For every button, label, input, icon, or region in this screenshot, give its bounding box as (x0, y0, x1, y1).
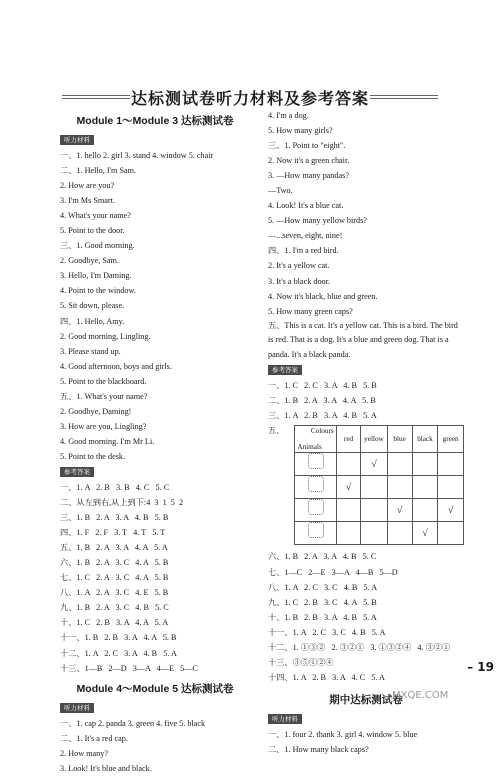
animal-cell (295, 453, 336, 476)
animal-picture-icon (308, 499, 324, 515)
col-header-green: green (438, 426, 464, 453)
table-row (295, 499, 464, 522)
table-corner-cell (295, 426, 336, 453)
text-line: 十四、1. A 2. B 3. A 4. C 5. A (268, 672, 385, 682)
header-animals: Animals (297, 443, 322, 452)
text-line: 二、从左到右,从上到下:4 3 1 5 2 (60, 498, 184, 508)
answers-list-3 (268, 549, 464, 684)
table-header-row (295, 426, 464, 453)
check-cell (412, 453, 438, 476)
check-cell: √ (361, 453, 387, 476)
check-cell (361, 499, 387, 522)
text-line: 一、1. hello 2. girl 3. stand 4. window 5. chair (60, 151, 214, 160)
text-line: 八、1. A 2. A 3. C 4. E 5. B (60, 588, 169, 598)
animal-cell (295, 476, 336, 499)
section-title-module1-3: Module 1～Module 3 达标测试卷 (76, 115, 234, 127)
check-cell: √ (438, 499, 464, 522)
check-cell (387, 476, 412, 499)
check-cell (361, 522, 387, 545)
animal-cell (295, 522, 336, 545)
answers-tag-2: 参考答案 (268, 365, 302, 375)
text-line: 十二、1. A 2. C 3. A 4. B 5. A (60, 648, 177, 658)
text-line: 4. Good afternoon, boys and girls. (60, 361, 172, 371)
text-line: 2. Goodbye, Sam. (60, 256, 119, 266)
watermark: MXQE.COM (392, 690, 449, 701)
text-line: 2. Goodbye, Daming! (60, 406, 132, 416)
title-rule-right (370, 95, 438, 99)
col-header-yellow: yellow (361, 426, 387, 453)
text-line: 5. Point to the blackboard. (60, 376, 147, 386)
table-row (295, 522, 464, 545)
check-cell (387, 522, 412, 545)
text-line: 5. Point to the door. (60, 226, 125, 236)
text-line: 3. —How many pandas? (268, 171, 349, 181)
text-line: 六、1. B 2. A 3. C 4. A 5. B (60, 558, 169, 568)
text-line: 4. What's your name? (60, 211, 131, 221)
check-cell (438, 453, 464, 476)
text-line: —Two. (268, 186, 293, 196)
table-body (295, 453, 464, 545)
check-cell (336, 453, 361, 476)
check-cell (438, 522, 464, 545)
listening-paragraph-5: 五、This is a cat. It's a yellow cat. This is a bird. The bird is red. That is a dog. It's a blue and green dog. That is a panda. It's a black panda. (268, 320, 458, 359)
check-cell (412, 499, 438, 522)
text-line: 一、1. C 2. C 3. A 4. B 5. B (268, 381, 377, 391)
table-label: 五、 (268, 426, 285, 436)
text-line: 九、1. C 2. B 3. C 4. A 5. B (268, 597, 377, 607)
check-cell: √ (387, 499, 412, 522)
text-line: 二、1. Hello, I'm Sam. (60, 166, 137, 176)
text-line: —...seven, eight, nine! (268, 231, 343, 241)
check-cell (387, 453, 412, 476)
text-line: 2. How many? (60, 748, 108, 758)
text-line: 3. How are you, Lingling? (60, 421, 147, 431)
animal-picture-icon (308, 522, 324, 538)
animal-picture-icon (308, 453, 324, 469)
left-column (60, 112, 250, 776)
listening-list-2-cont (268, 108, 464, 319)
text-line: 2. How are you? (60, 181, 115, 191)
listening-tag-2: 听力材料 (60, 703, 94, 713)
animal-cell (295, 499, 336, 522)
text-line: 一、1. A 2. B 3. B 4. C 5. C (60, 482, 170, 492)
col-header-red: red (336, 426, 361, 453)
text-line: 5. Point to the desk. (60, 451, 126, 461)
listening-tag: 听力材料 (60, 135, 94, 145)
text-line: 3. Look! It's blue and black. (60, 763, 152, 773)
right-column (268, 108, 464, 757)
text-line: 4. Point to the window. (60, 286, 136, 296)
text-line: 四、1. Hello, Amy. (60, 316, 125, 326)
text-line: 三、1. Good morning. (60, 241, 135, 251)
text-line: 十一、1. B 2. B 3. A 4. A 5. B (60, 633, 177, 643)
text-line: 4. Now it's black, blue and green. (268, 291, 378, 301)
text-line: 5. Sit down, please. (60, 301, 125, 311)
listening-list-2 (60, 716, 250, 776)
text-line: 八、1. A 2. C 3. C 4. B 5. A (268, 582, 378, 592)
text-line: 4. I'm a dog. (268, 111, 309, 120)
check-cell (361, 476, 387, 499)
text-line: 5. How many green caps? (268, 306, 353, 316)
text-line: 四、1. I'm a red bird. (268, 246, 339, 256)
listening-tag-3: 听力材料 (268, 714, 302, 724)
text-line: 十二、1. ①③② 2. ③②① 3. ①③②④ 4. ③②① (268, 642, 451, 652)
text-line: 四、1. F 2. F 3. T 4. T 5. T (60, 528, 166, 538)
text-line: 五、1. What's your name? (60, 391, 148, 401)
table-block (268, 423, 464, 549)
text-line: 二、1. B 2. A 3. A 4. A 5. B (268, 396, 376, 406)
section-title-midterm: 期中达标测试卷 (329, 693, 403, 706)
text-line: 十三、1—B 2—D 3—A 4—E 5—C (60, 663, 198, 673)
answers-list-2 (268, 378, 464, 423)
text-line: 2. It's a yellow cat. (268, 261, 330, 271)
text-line: 2. Good morning, Lingling. (60, 331, 151, 341)
text-line: 3. Hello, I'm Daming. (60, 271, 132, 281)
listening-list-1 (60, 148, 250, 464)
text-line: 十三、③⑤①②④ (268, 657, 334, 667)
text-line: 4. Good morning. I'm Mr Li. (60, 436, 155, 446)
check-cell: √ (336, 476, 361, 499)
listening-list-3 (268, 727, 464, 757)
text-line: 七、1. C 2. A 3. C 4. A 5. B (60, 573, 169, 583)
page-title: 达标测试卷听力材料及参考答案 (130, 89, 369, 108)
answers-list-1 (60, 480, 250, 676)
text-line: 2. Now it's a green chair. (268, 156, 350, 166)
text-line: 十一、1. A 2. C 3. C 4. B 5. A (268, 627, 386, 637)
text-line: 5. How many girls? (268, 126, 333, 136)
text-line: 3. Please stand up. (60, 346, 121, 356)
check-cell: √ (412, 522, 438, 545)
check-cell (412, 476, 438, 499)
text-line: 五、1. B 2. A 3. A 4. A 5. A (60, 543, 168, 553)
text-line: 5. —How many yellow birds? (268, 216, 367, 226)
col-header-black: black (412, 426, 438, 453)
page-number-value: 19 (477, 660, 494, 674)
text-line: 三、1. B 2. A 3. A 4. B 5. B (60, 513, 169, 523)
text-line: 三、1. Point to "eight". (268, 141, 346, 151)
text-line: 一、1. four 2. thank 3. girl 4. window 5. blue (268, 729, 418, 739)
text-line: 九、1. B 2. A 3. C 4. B 5. C (60, 603, 169, 613)
check-cell (336, 522, 361, 545)
text-line: 二、1. How many black caps? (268, 744, 369, 754)
table-row (295, 476, 464, 499)
text-line: 六、1. B 2. A 3. A 4. B 5. C (268, 552, 377, 562)
text-line: 3. It's a black door. (268, 276, 330, 286)
text-line: 一、1. cap 2. panda 3. green 4. five 5. black (60, 718, 206, 728)
col-header-blue: blue (387, 426, 412, 453)
animal-picture-icon (308, 476, 324, 492)
check-cell (438, 476, 464, 499)
text-line: 二、1. It's a red cap. (60, 733, 128, 743)
text-line: 十、1. C 2. B 3. A 4. A 5. A (60, 618, 169, 628)
table-row (295, 453, 464, 476)
text-line: 4. Look! It's a blue cat. (268, 201, 344, 211)
text-line: 3. I'm Ms Smart. (60, 196, 115, 206)
page-number: – 19 (467, 660, 494, 674)
answers-tag: 参考答案 (60, 467, 94, 477)
header-colours: Colours (310, 427, 334, 436)
text-line: 七、1—C 2—E 3—A 4—B 5—D (268, 567, 398, 577)
section-title-module4-5: Module 4～Module 5 达标测试卷 (76, 682, 234, 695)
check-cell (336, 499, 361, 522)
colour-table (294, 425, 464, 545)
text-line: 三、1. A 2. B 3. A 4. B 5. A (268, 411, 377, 421)
text-line: 十、1. B 2. B 3. A 4. B 5. A (268, 612, 377, 622)
